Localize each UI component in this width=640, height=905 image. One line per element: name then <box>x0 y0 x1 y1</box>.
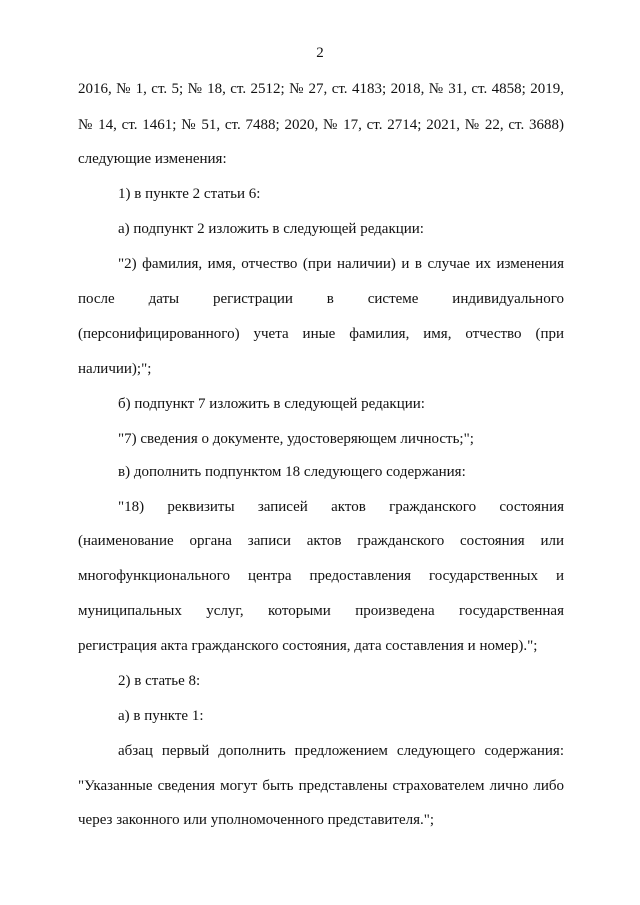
text-line: следующие изменения: <box>78 151 227 167</box>
text-line: "18) реквизиты записей актов гражданского состояния <box>118 499 564 515</box>
text-line: многофункционального центра предоставления государственных и <box>78 568 564 584</box>
text-line: 1) в пункте 2 статьи 6: <box>118 186 261 202</box>
text-line: 2) в статье 8: <box>118 673 201 689</box>
text-line: наличии);"; <box>78 361 152 377</box>
text-line: 2016, № 1, ст. 5; № 18, ст. 2512; № 27, ст. 4183; 2018, № 31, ст. 4858; 2019, <box>78 81 564 97</box>
text-line: (персонифицированного) учета иные фамилия, имя, отчество (при <box>78 326 564 342</box>
text-line: "Указанные сведения могут быть представлены страхователем лично либо <box>78 778 564 794</box>
text-line: муниципальных услуг, которыми произведена государственная <box>78 603 564 619</box>
text-line: а) в пункте 1: <box>118 708 204 724</box>
text-line: абзац первый дополнить предложением следующего содержания: <box>118 743 564 759</box>
text-line: б) подпункт 7 изложить в следующей редакции: <box>118 396 425 412</box>
text-line: после даты регистрации в системе индивидуального <box>78 291 564 307</box>
text-line: № 14, ст. 1461; № 51, ст. 7488; 2020, № 17, ст. 2714; 2021, № 22, ст. 3688) <box>78 117 564 133</box>
text-line: "7) сведения о документе, удостоверяющем личность;"; <box>118 431 474 447</box>
text-line: в) дополнить подпунктом 18 следующего содержания: <box>118 464 466 480</box>
text-line: а) подпункт 2 изложить в следующей редакции: <box>118 221 424 237</box>
text-line: через законного или уполномоченного представителя."; <box>78 812 435 828</box>
text-line: "2) фамилия, имя, отчество (при наличии) и в случае их изменения <box>118 256 564 272</box>
text-line: (наименование органа записи актов гражданского состояния или <box>78 533 564 549</box>
page-number: 2 <box>316 45 324 61</box>
text-line: регистрация акта гражданского состояния, дата составления и номер)."; <box>78 638 538 654</box>
